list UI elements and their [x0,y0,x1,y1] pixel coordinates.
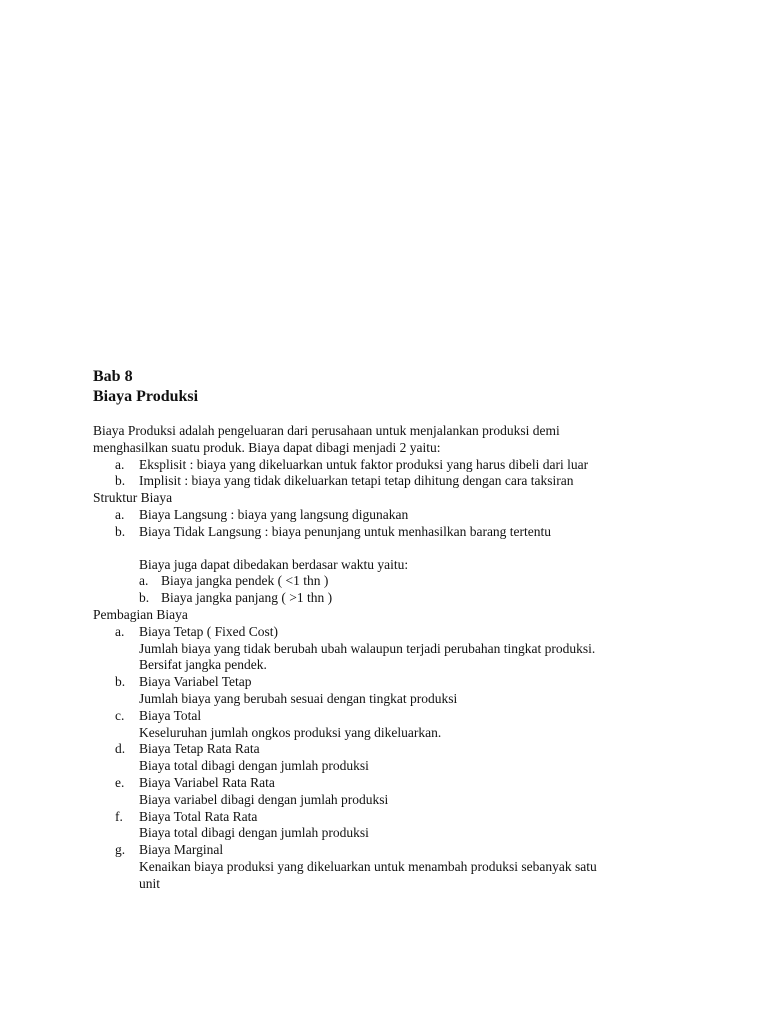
time-item [139,573,693,590]
spacer [93,541,693,557]
division-item-description: Keseluruhan jumlah ongkos produksi yang dikeluarkan. [139,724,442,740]
list-marker: b. [115,523,126,539]
list-marker: a. [115,623,125,639]
division-item-description: Kenaikan biaya produksi yang dikeluarkan untuk menambah produksi sebanyak satu [139,858,597,874]
division-item-description: Jumlah biaya yang tidak berubah ubah walaupun terjadi perubahan tingkat produksi. [139,640,596,656]
intro-paragraph-line: menghasilkan suatu produk. Biaya dapat dibagi menjadi 2 yaitu: [93,439,441,455]
division-item-name: Biaya Marginal [139,842,224,858]
chapter-heading: Bab 8 [93,368,133,385]
division-item-description: Bersifat jangka pendek. [139,657,267,673]
division-item-description: unit [139,875,161,891]
document-page [93,367,693,893]
list-marker: f. [115,808,123,824]
division-item [93,708,693,725]
division-item [93,842,693,859]
division-item-name: Biaya Total Rata Rata [139,808,258,824]
division-item-name: Biaya Variabel Tetap [139,674,252,690]
list-item-text: Biaya Tidak Langsung : biaya penunjang untuk menhasilkan barang tertentu [139,523,552,539]
section-heading-struktur: Struktur Biaya [93,490,173,506]
division-item-name: Biaya Total [139,707,202,723]
list-marker: b. [115,674,126,690]
intro-paragraph-line: Biaya Produksi adalah pengeluaran dari perusahaan untuk menjalankan produksi demi [93,423,560,438]
list-marker: a. [139,573,149,589]
division-item-description: Biaya total dibagi dengan jumlah produksi [139,758,369,774]
spacer [93,407,693,423]
division-item-name: Biaya Variabel Rata Rata [139,774,275,790]
list-item-text: Biaya jangka panjang ( >1 thn ) [161,590,333,606]
time-intro-text: Biaya juga dapat dibedakan berdasar waktu yaitu: [139,556,409,572]
list-item-text: Implisit : biaya yang tidak dikeluarkan tetapi tetap dihitung dengan cara taksiran [139,473,574,489]
division-item-description: Biaya total dibagi dengan jumlah produksi [139,825,369,841]
list-marker: d. [115,741,126,757]
list-marker: g. [115,842,126,858]
structure-item [93,524,693,541]
division-item-name: Biaya Tetap Rata Rata [139,741,260,757]
section-heading-pembagian: Pembagian Biaya [93,606,188,622]
cost-type-item [93,473,693,490]
page-title: Biaya Produksi [93,388,199,405]
time-item [139,590,693,607]
list-marker: a. [115,456,125,472]
division-item-description: Biaya variabel dibagi dengan jumlah produksi [139,791,389,807]
list-item-text: Biaya jangka pendek ( <1 thn ) [161,573,329,589]
division-item [93,674,693,691]
division-item [93,624,693,641]
list-marker: b. [139,590,150,606]
division-item [93,775,693,792]
structure-item [93,507,693,524]
division-item [93,741,693,758]
cost-type-item [93,457,693,474]
division-item-description: Jumlah biaya yang berubah sesuai dengan tingkat produksi [139,690,458,706]
list-marker: b. [115,473,126,489]
time-based-block [93,557,693,607]
list-item-text: Biaya Langsung : biaya yang langsung digunakan [139,506,409,522]
list-marker: c. [115,707,125,723]
list-item-text: Eksplisit : biaya yang dikeluarkan untuk faktor produksi yang harus dibeli dari luar [139,456,589,472]
division-item-name: Biaya Tetap ( Fixed Cost) [139,623,279,639]
division-item [93,809,693,826]
list-marker: e. [115,774,125,790]
list-marker: a. [115,506,125,522]
